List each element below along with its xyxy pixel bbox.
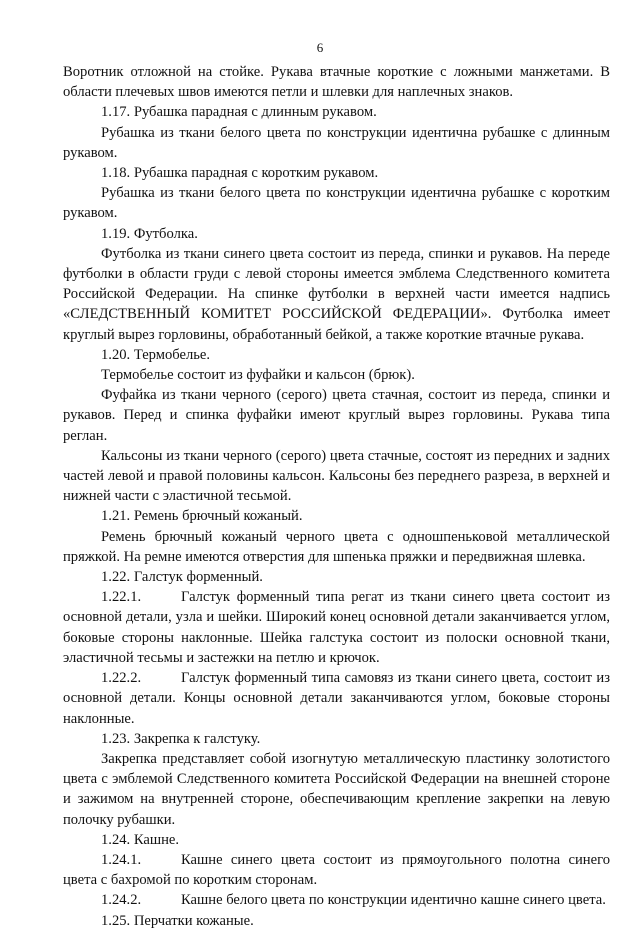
- paragraph: [63, 365, 610, 385]
- paragraph: [63, 850, 610, 890]
- paragraph: [63, 183, 610, 223]
- paragraph-text: Кашне синего цвета состоит из прямоугольного полотна синего цвета с бахромой по коротким сторонам.: [63, 851, 610, 889]
- paragraph-text: 1.19. Футболка.: [101, 225, 198, 242]
- paragraph-text: Фуфайка из ткани черного (серого) цвета стачная, состоит из переда, спинки и рукавов. Перед и спинка фуфайки имеют круглый вырез горловины. Рукава типа реглан.: [63, 387, 610, 444]
- paragraph-text: Кашне белого цвета по конструкции идентично кашне синего цвета.: [181, 892, 606, 909]
- paragraph: [63, 729, 610, 749]
- paragraph-text: Термобелье состоит из фуфайки и кальсон (брюк).: [101, 367, 415, 384]
- paragraph: [63, 749, 610, 830]
- paragraph: [63, 385, 610, 446]
- paragraph: [63, 102, 610, 122]
- paragraph: [63, 62, 610, 102]
- paragraph-text: 1.17. Рубашка парадная с длинным рукавом.: [101, 104, 377, 121]
- paragraph-text: 1.21. Ремень брючный кожаный.: [101, 508, 303, 525]
- subsection-number: 1.22.1.: [101, 589, 142, 606]
- paragraph: [63, 567, 610, 587]
- paragraph: [63, 830, 610, 850]
- paragraph: [63, 527, 610, 567]
- paragraph-text: Рубашка из ткани белого цвета по конструкции идентична рубашке с длинным рукавом.: [63, 124, 610, 161]
- paragraph-text: 1.18. Рубашка парадная с коротким рукавом.: [101, 165, 379, 182]
- paragraph-text: Воротник отложной на стойке. Рукава втачные короткие с ложными манжетами. В области плечевых швов имеются петли и шлевки для наплечных знаков.: [63, 64, 610, 101]
- paragraph-text: 1.20. Термобелье.: [101, 346, 211, 363]
- paragraph-text: Галстук форменный типа самовяз из ткани синего цвета, состоит из основной детали. Концы основной детали заканчиваются углом, боковые стороны наклонные.: [63, 670, 610, 727]
- subsection-number: 1.24.1.: [101, 851, 142, 868]
- paragraph: [63, 163, 610, 183]
- subsection-number: 1.22.2.: [101, 670, 142, 687]
- paragraph-text: 1.25. Перчатки кожаные.: [101, 912, 254, 929]
- paragraph: [63, 668, 610, 729]
- page-number: 6: [316, 40, 324, 55]
- paragraph: [63, 890, 610, 910]
- paragraph: [63, 345, 610, 365]
- paragraph-text: 1.24. Кашне.: [101, 831, 180, 848]
- subsection-number: 1.24.2.: [101, 892, 142, 909]
- document-body: [63, 62, 610, 931]
- paragraph-text: Закрепка представляет собой изогнутую металлическую пластинку золотистого цвета с эмблемой Следственного комитета Российской Федерации на внешней стороне и зажимом на внутренней стороне, обеспечивающим крепление закрепки на левую полочку рубашки.: [63, 750, 610, 828]
- paragraph-text: 1.23. Закрепка к галстуку.: [101, 730, 261, 747]
- paragraph-text: 1.22. Галстук форменный.: [101, 569, 263, 586]
- paragraph: [63, 123, 610, 163]
- paragraph: [63, 244, 610, 345]
- paragraph-text: Ремень брючный кожаный черного цвета с одношпеньковой металлической пряжкой. На ремне имеются отверстия для шпенька пряжки и передвижная шлевка.: [63, 528, 610, 565]
- paragraph-text: Рубашка из ткани белого цвета по конструкции идентична рубашке с коротким рукавом.: [63, 185, 610, 222]
- paragraph-text: Галстук форменный типа регат из ткани синего цвета состоит из основной детали, узла и шейки. Широкий конец основной детали заканчивается углом, боковые стороны наклонные. Шейка галстука состоит из полоски основной ткани, эластичной тесьмы и застежки на петлю и крючок.: [63, 589, 610, 666]
- paragraph: [63, 224, 610, 244]
- paragraph: [63, 506, 610, 526]
- paragraph: [63, 446, 610, 507]
- paragraph-text: Кальсоны из ткани черного (серого) цвета стачные, состоят из передних и задних частей левой и правой половины кальсон. Кальсоны без переднего разреза, в верхней и нижней части с эластичной тесьмой.: [63, 447, 610, 505]
- paragraph: [63, 911, 610, 931]
- paragraph: [63, 587, 610, 668]
- paragraph-text: Футболка из ткани синего цвета состоит из переда, спинки и рукавов. На переде футболки в области груди с левой стороны имеется эмблема Следственного комитета Российской Федерации. На спинке футболки в верхней части имеется надпись «СЛЕДСТВЕННЫЙ КОМИТЕТ РОССИЙСКОЙ ФЕДЕРАЦИИ». Футболка имеет круглый вырез горловины, обработанный бейкой, а также короткие втачные рукава.: [63, 245, 610, 343]
